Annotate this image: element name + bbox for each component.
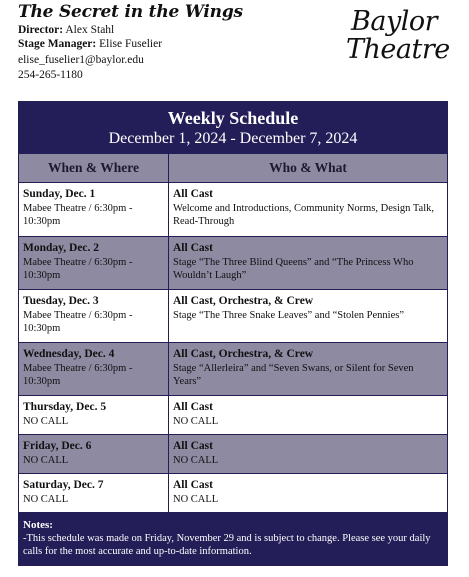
row-where: NO CALL <box>23 415 69 427</box>
notes-label: Notes: <box>23 519 53 531</box>
row-who: All Cast, Orchestra, & Crew <box>173 348 314 360</box>
row-day: Tuesday, Dec. 3 <box>23 295 99 307</box>
row-who: All Cast <box>173 440 213 452</box>
weekly-schedule-table <box>18 101 448 566</box>
row-who: All Cast <box>173 479 213 491</box>
row-where: Mabee Theatre / 6:30pm - 10:30pm <box>23 202 133 227</box>
when-cell <box>19 343 169 395</box>
when-cell <box>19 396 169 434</box>
row-day: Monday, Dec. 2 <box>23 242 100 254</box>
stage-manager-name: Elise Fuselier <box>99 38 163 50</box>
logo-line-2: Theatre <box>346 34 450 65</box>
table-row <box>19 434 447 473</box>
when-cell <box>19 435 169 473</box>
row-what: Stage “The Three Snake Leaves” and “Stolen Pennies” <box>173 309 405 321</box>
row-where: Mabee Theatre / 6:30pm - 10:30pm <box>23 309 133 334</box>
row-who: All Cast <box>173 401 213 413</box>
when-cell <box>19 237 169 289</box>
document-header <box>18 0 458 100</box>
row-day: Saturday, Dec. 7 <box>23 479 104 491</box>
table-row <box>19 289 447 342</box>
row-where: NO CALL <box>23 454 69 466</box>
who-cell <box>169 183 447 236</box>
contact-email: elise_fuselier1@baylor.edu <box>18 54 144 66</box>
row-what: NO CALL <box>173 415 219 427</box>
schedule-title-band <box>19 102 447 154</box>
when-cell <box>19 474 169 512</box>
row-what: NO CALL <box>173 493 219 505</box>
column-header-who: Who & What <box>169 154 447 182</box>
logo-line-1: Baylor <box>351 6 437 37</box>
row-day: Thursday, Dec. 5 <box>23 401 107 413</box>
who-cell <box>169 396 447 434</box>
baylor-theatre-logo <box>346 6 450 65</box>
row-what: Stage “The Three Blind Queens” and “The Princess Who Wouldn’t Laugh” <box>173 256 414 281</box>
row-what: Welcome and Introductions, Community Norms, Design Talk, Read-Through <box>173 202 434 227</box>
show-title: The Secret in the Wings <box>18 2 243 22</box>
when-cell <box>19 183 169 236</box>
who-cell <box>169 474 447 512</box>
table-row <box>19 182 447 236</box>
row-where: NO CALL <box>23 493 69 505</box>
who-cell <box>169 237 447 289</box>
stage-manager-line <box>18 38 162 50</box>
table-row <box>19 473 447 512</box>
who-cell <box>169 290 447 342</box>
schedule-date-range: December 1, 2024 - December 7, 2024 <box>108 130 358 147</box>
director-label: Director: <box>18 24 64 36</box>
who-cell <box>169 435 447 473</box>
row-day: Friday, Dec. 6 <box>23 440 92 452</box>
table-row <box>19 342 447 395</box>
director-name: Alex Stahl <box>65 24 115 36</box>
when-cell <box>19 290 169 342</box>
row-what: NO CALL <box>173 454 219 466</box>
stage-manager-label: Stage Manager: <box>18 38 97 50</box>
notes-text: -This schedule was made on Friday, November 29 and is subject to change. Please see your daily calls for the most accurate and up-to-date information. <box>23 533 431 557</box>
director-line <box>18 24 114 36</box>
row-what: Stage “Allerleira” and “Seven Swans, or Silent for Seven Years” <box>173 362 414 387</box>
contact-phone: 254-265-1180 <box>18 69 83 81</box>
column-header-when: When & Where <box>19 154 169 182</box>
row-day: Wednesday, Dec. 4 <box>23 348 115 360</box>
row-who: All Cast <box>173 242 213 254</box>
table-row <box>19 236 447 289</box>
table-row <box>19 395 447 434</box>
schedule-title: Weekly Schedule <box>167 108 299 128</box>
who-cell <box>169 343 447 395</box>
row-who: All Cast, Orchestra, & Crew <box>173 295 314 307</box>
row-day: Sunday, Dec. 1 <box>23 188 96 200</box>
row-where: Mabee Theatre / 6:30pm - 10:30pm <box>23 256 133 281</box>
row-who: All Cast <box>173 188 213 200</box>
row-where: Mabee Theatre / 6:30pm - 10:30pm <box>23 362 133 387</box>
schedule-notes <box>19 512 447 566</box>
